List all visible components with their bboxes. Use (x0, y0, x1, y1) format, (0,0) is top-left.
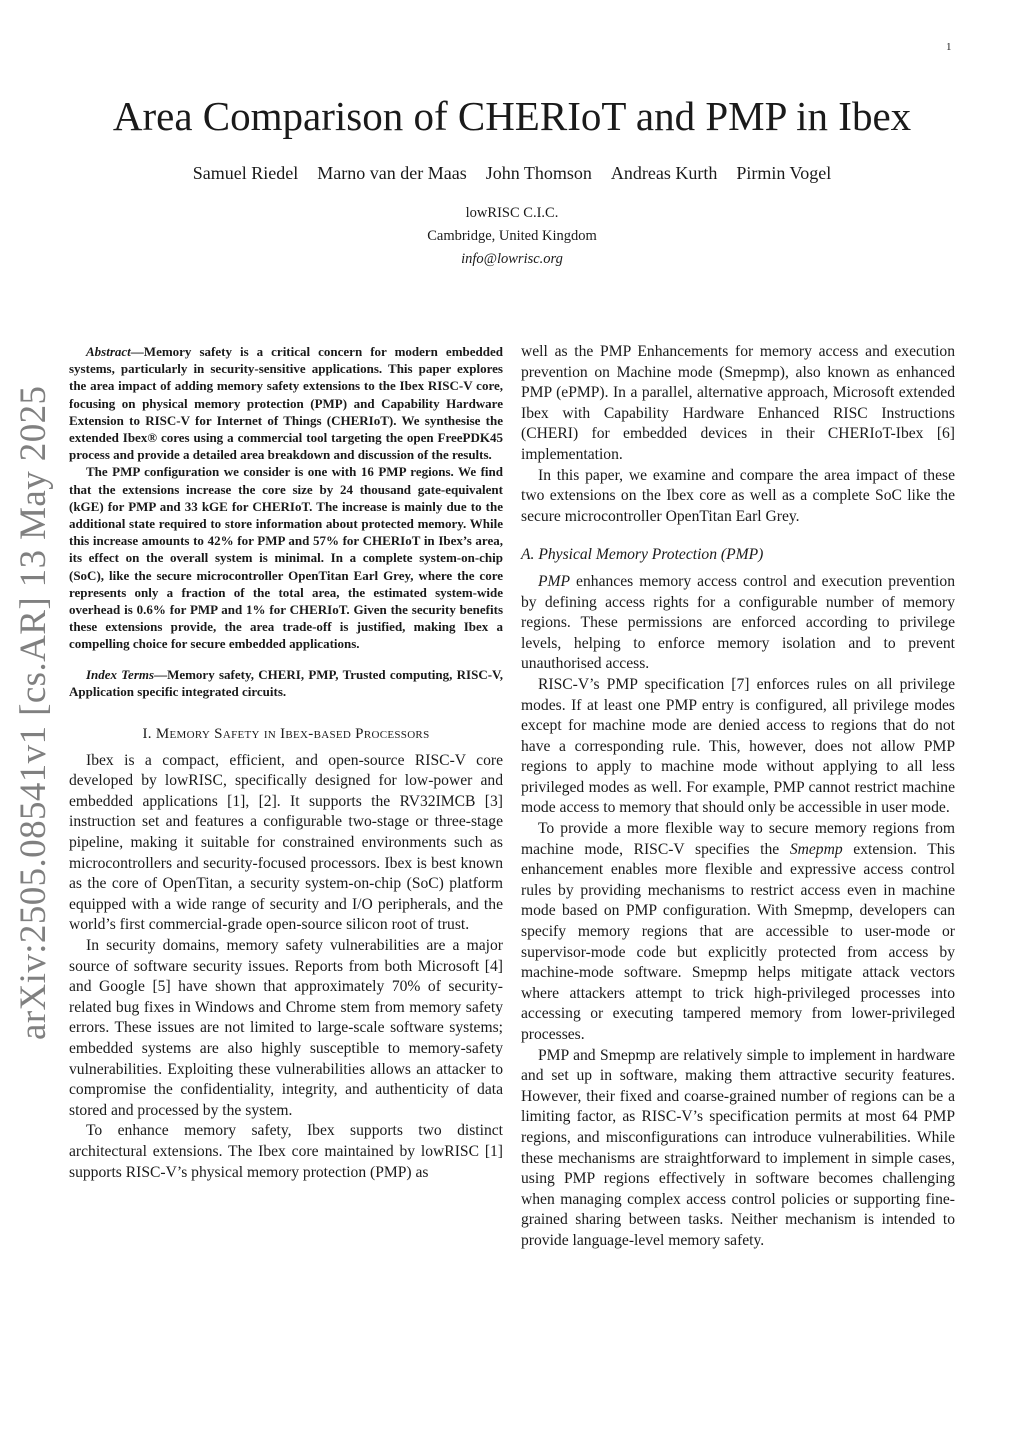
abstract-paragraph-2: The PMP configuration we consider is one with 16 PMP regions. We find that the extensions increase the core size by 24 thousand gate-equivalent (kGE) for PMP and 33 kGE for CHERIoT. The increase is mainly due to the additional state required to store information about protected memory. While this increase amounts to 42% for PMP and 57% for CHERIoT in Ibex’s area, its effect on the overall system is minimal. In a complete system-on-chip (SoC), like the secure microcontroller OpenTitan Earl Grey, where the core represents only a fraction of the total area, the estimated system-wide overhead is 0.6% for PMP and 1% for CHERIoT. Given the security benefits these extensions provide, the area trade-off is justified, making Ibex a compelling choice for secure embedded applications. (69, 464, 503, 652)
index-terms-paragraph (69, 666, 503, 700)
abstract-paragraph-1 (69, 343, 503, 463)
body-paragraph: To enhance memory safety, Ibex supports two distinct architectural extensions. The Ibex core maintained by lowRISC [1] supports RISC-V’s physical memory protection (PMP) as (69, 1122, 503, 1181)
author-list (0, 163, 1024, 184)
right-column (521, 342, 955, 1252)
body-paragraph: PMP and Smepmp are relatively simple to implement in hardware and set up in software, making them attractive security features. However, their fixed and coarse-grained number of regions can be a limiting factor, as RISC-V’s specification permits at most 64 PMP regions, and misconfigurations can introduce vulnerabilities. While these mechanisms are straightforward to implement in simple cases, using PMP regions effectively in software becomes challenging when managing complex access control policies or supporting fine-grained sharing between tasks. Neither mechanism is intended to provide language-level memory safety. (521, 1046, 955, 1249)
affiliation-email: info@lowrisc.org (461, 251, 563, 267)
section-heading: I. Memory Safety in Ibex-based Processors (142, 726, 430, 743)
subsection-heading: A. Physical Memory Protection (PMP) (521, 546, 764, 564)
arxiv-identifier: arXiv:2505.08541v1 [cs.AR] 13 May 2025 (13, 385, 54, 1040)
index-terms (69, 666, 503, 700)
index-terms-lead: Index Terms (86, 666, 155, 682)
author: John Thomson (485, 163, 592, 183)
body-paragraph: well as the PMP Enhancements for memory access and execution prevention on Machine mode (Smepmp), also known as enhanced PMP (ePMP). In a parallel, alternative approach, Microsoft extended Ibex with Capability Hardware Enhanced RISC Instructions (CHERI) for embedded devices in their CHERIoT-Ibex [6] implementation. (521, 343, 955, 463)
affiliation (0, 202, 1024, 271)
author: Pirmin Vogel (736, 163, 832, 183)
affiliation-location: Cambridge, United Kingdom (427, 228, 597, 244)
abstract-lead: Abstract (86, 344, 131, 359)
abstract (69, 343, 503, 653)
affiliation-org: lowRISC C.I.C. (465, 205, 559, 221)
author: Samuel Riedel (192, 163, 299, 183)
body-paragraph (521, 819, 955, 1046)
body-paragraph: In security domains, memory safety vulnerabilities are a major source of software security issues. Reports from both Microsoft [4] and Google [5] have shown that approximately 70% of security-related bug fixes in Windows and Chrome stem from memory safety errors. These issues are not limited to large-scale software systems; embedded systems are also highly susceptible to memory-safety vulnerabilities. Exploiting these vulnerabilities allows an attacker to compromise the confidentiality, integrity, and authenticity of data stored and processed by the system. (69, 937, 503, 1119)
author: Andreas Kurth (610, 163, 718, 183)
page-number: 1 (946, 41, 952, 53)
body-paragraph: Ibex is a compact, efficient, and open-source RISC-V core developed by lowRISC, specifically designed for low-power and embedded applications [1], [2]. It supports the RV32IMCB [3] instruction set and features a configurable two-stage or three-stage pipeline, making it suitable for constrained environments such as microcontrollers and security-focused processors. Ibex is best known as the core of OpenTitan, a security system-on-chip (SoC) platform equipped with a wide range of security and I/O peripherals, and the world’s first commercial-grade open-source silicon root of trust. (69, 751, 503, 934)
left-column (69, 343, 503, 1183)
paragraph-text: To provide a more flexible way to secure memory regions from machine mode, RISC-V specifies the (521, 820, 955, 858)
emphasis-term: Smepmp (789, 840, 843, 858)
emphasis-term: PMP (538, 572, 571, 590)
body-paragraph: RISC-V’s PMP specification [7] enforces rules on all privilege modes. If at least one PMP entry is configured, all privilege modes except for machine mode are denied access to regions that do not have a corresponding rule. This, however, does not allow PMP regions to apply to machine mode without applying to all less privileged modes as well. For example, PMP cannot restrict machine mode access to memory that should only be accessible in user mode. (521, 675, 955, 817)
author: Marno van der Maas (317, 163, 467, 183)
abstract-text-1: —Memory safety is a critical concern for modern embedded systems, particularly in security-sensitive applications. This paper explores the area impact of adding memory safety extensions to the Ibex RISC-V core, focusing on physical memory protection (PMP) and Capability Hardware Extension to RISC-V for Internet of Things (CHERIoT). We synthesise the extended Ibex® cores using a commercial tool targeting the open FreePDK45 process and provide a detailed area breakdown and discussion of the results. (69, 344, 503, 463)
body-paragraph (521, 572, 955, 675)
paragraph-text: enhances memory access control and execution prevention by defining access rights for a configurable number of memory regions. These permissions are enforced according to privilege levels, helping to enforce memory isolation and to prevent unauthorised access. (521, 572, 955, 673)
paper-title: Area Comparison of CHERIoT and PMP in Ibex (112, 93, 912, 139)
body-paragraph: In this paper, we examine and compare the area impact of these two extensions on the Ibex core as well as a complete SoC like the secure microcontroller OpenTitan Earl Grey. (521, 466, 955, 525)
paragraph-text: extension. This enhancement enables more flexible and expressive access control rules by providing mechanisms to restrict access even in machine mode based on PMP configuration. With Smepmp, developers can specify memory regions that are accessible to user-mode or supervisor-mode code but explicitly protected from access by machine-mode software. Smepmp helps mitigate attack vectors where attackers attempt to trick high-privileged processes into accessing or executing tampered memory from lower-privileged processes. (521, 840, 955, 1043)
index-terms-text: —Memory safety, CHERI, PMP, Trusted computing, RISC-V, Application specific integrated circuits. (69, 666, 503, 699)
